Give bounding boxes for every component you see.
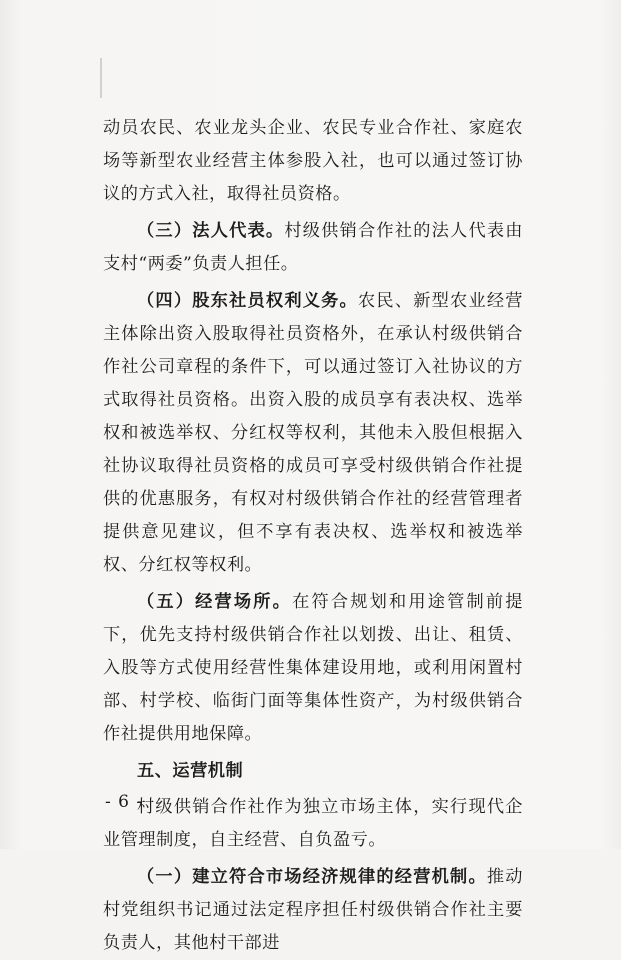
intro-paragraph: 村级供销合作社作为独立市场主体，实行现代企业管理制度，自主经营、自负盈亏。 bbox=[103, 797, 523, 850]
section-lead: （一）建立符合市场经济规律的经营机制。 bbox=[137, 867, 487, 887]
section-body: 在符合规划和用途管制前提下，优先支持村级供销合作社以划拨、出让、租赁、入股等方式使用经营性集体建设用地，或利用闲置村部、村学校、临街门面等集体性资产，为村级供销合作社提供用地保障。 bbox=[103, 592, 523, 744]
page-number: - 6 - bbox=[105, 792, 144, 812]
section-heading: 五、运营机制 bbox=[137, 761, 244, 781]
section-lead: （五）经营场所。 bbox=[137, 592, 293, 612]
paragraph-legal-representative bbox=[103, 215, 523, 281]
paragraph-business-premises bbox=[103, 586, 523, 751]
continued-paragraph: 动员农民、农业龙头企业、农民专业合作社、家庭农场等新型农业经营主体参股入社，也可以通过签订协议的方式入社，取得社员资格。 bbox=[103, 118, 523, 204]
paragraph-business-mechanism bbox=[103, 861, 523, 960]
paragraph-member-rights bbox=[103, 285, 523, 582]
section-body: 村级供销合作社的法人代表由支村“两委”负责人担任。 bbox=[103, 221, 523, 274]
document-body bbox=[103, 112, 523, 960]
section-lead: （三）法人代表。 bbox=[137, 221, 285, 241]
section-body: 农民、新型农业经营主体除出资入股取得社员资格外，在承认村级供销合作社公司章程的条件下，可以通过签订入社协议的方式取得社员资格。出资入股的成员享有表决权、选举权和被选举权、分红权等权利，其他未入股但根据入社协议取得社员资格的成员可享受村级供销合作社提供的优惠服务，有权对村级供销合作社的经营管理者提供意见建议，但不享有表决权、选举权和被选举权、分红权等权利。 bbox=[103, 291, 523, 575]
section-lead: （四）股东社员权利义务。 bbox=[137, 291, 358, 311]
binding-mark bbox=[100, 58, 102, 98]
section-body: 推动村党组织书记通过法定程序担任村级供销合作社主要负责人，其他村干部进 bbox=[103, 867, 523, 953]
